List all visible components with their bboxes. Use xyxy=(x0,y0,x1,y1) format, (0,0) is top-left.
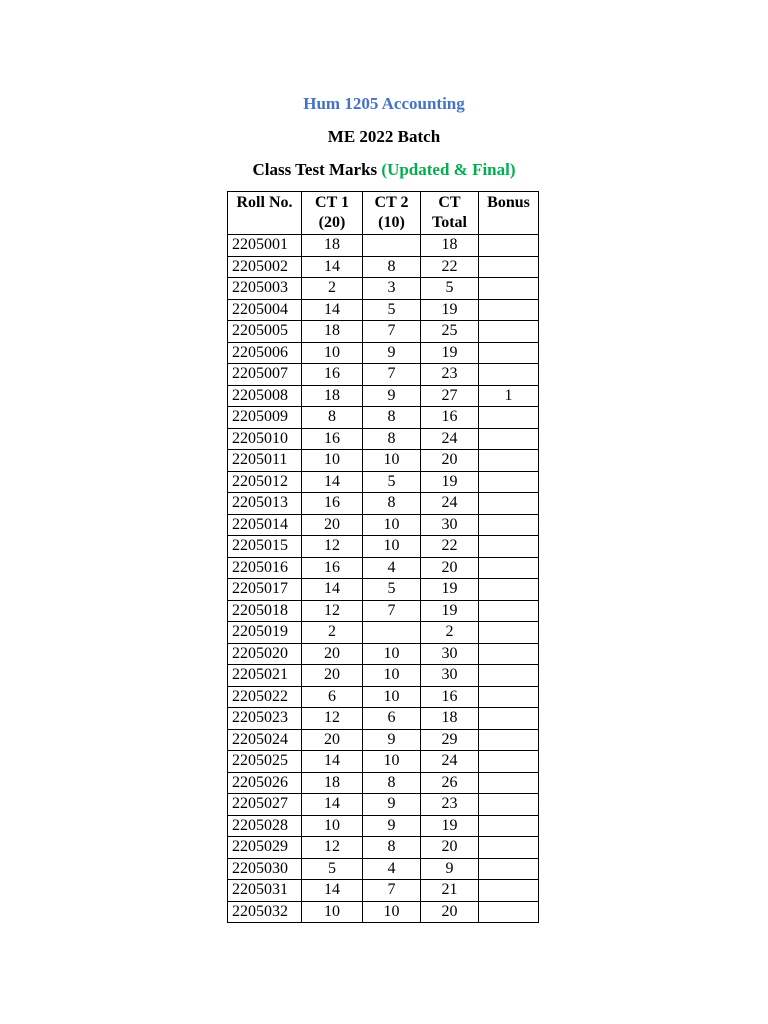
roll-cell: 2205024 xyxy=(228,729,302,751)
ct2-cell: 9 xyxy=(363,815,421,837)
bonus-cell xyxy=(479,665,539,687)
ct1-cell: 16 xyxy=(302,557,363,579)
marks-title xyxy=(0,160,768,180)
table-row xyxy=(228,536,539,558)
ct-total-cell: 23 xyxy=(421,794,479,816)
table-row xyxy=(228,235,539,257)
roll-cell: 2205019 xyxy=(228,622,302,644)
bonus-cell xyxy=(479,278,539,300)
roll-cell: 2205005 xyxy=(228,321,302,343)
table-row xyxy=(228,493,539,515)
ct1-cell: 14 xyxy=(302,880,363,902)
table-row xyxy=(228,858,539,880)
table-row xyxy=(228,622,539,644)
ct2-cell: 5 xyxy=(363,471,421,493)
bonus-cell xyxy=(479,686,539,708)
bonus-cell: 1 xyxy=(479,385,539,407)
table-row xyxy=(228,514,539,536)
ct2-cell: 10 xyxy=(363,665,421,687)
table-row xyxy=(228,299,539,321)
roll-cell: 2205012 xyxy=(228,471,302,493)
table-header-row xyxy=(228,192,539,235)
ct1-cell: 18 xyxy=(302,385,363,407)
ct2-cell: 6 xyxy=(363,708,421,730)
bonus-cell xyxy=(479,235,539,257)
ct2-cell: 10 xyxy=(363,686,421,708)
table-row xyxy=(228,450,539,472)
ct2-cell: 8 xyxy=(363,493,421,515)
bonus-cell xyxy=(479,880,539,902)
ct2-cell: 9 xyxy=(363,342,421,364)
table-row xyxy=(228,407,539,429)
ct-total-cell: 18 xyxy=(421,235,479,257)
roll-cell: 2205031 xyxy=(228,880,302,902)
bonus-cell xyxy=(479,428,539,450)
ct-total-cell: 20 xyxy=(421,557,479,579)
table-row xyxy=(228,342,539,364)
column-header-bonus: Bonus xyxy=(479,192,539,235)
roll-cell: 2205028 xyxy=(228,815,302,837)
bonus-cell xyxy=(479,901,539,923)
roll-cell: 2205018 xyxy=(228,600,302,622)
table-row xyxy=(228,557,539,579)
table-row xyxy=(228,385,539,407)
ct2-cell: 9 xyxy=(363,385,421,407)
bonus-cell xyxy=(479,815,539,837)
column-header-ct-total: CT Total xyxy=(421,192,479,235)
bonus-cell xyxy=(479,321,539,343)
table-row xyxy=(228,837,539,859)
table-row xyxy=(228,686,539,708)
roll-cell: 2205025 xyxy=(228,751,302,773)
ct1-cell: 12 xyxy=(302,600,363,622)
ct1-cell: 14 xyxy=(302,794,363,816)
ct-total-cell: 29 xyxy=(421,729,479,751)
ct1-cell: 18 xyxy=(302,772,363,794)
table-row xyxy=(228,794,539,816)
ct1-cell: 20 xyxy=(302,729,363,751)
ct-total-cell: 30 xyxy=(421,643,479,665)
ct-total-cell: 20 xyxy=(421,837,479,859)
bonus-cell xyxy=(479,794,539,816)
ct-total-cell: 5 xyxy=(421,278,479,300)
roll-cell: 2205009 xyxy=(228,407,302,429)
roll-cell: 2205003 xyxy=(228,278,302,300)
ct2-cell: 10 xyxy=(363,643,421,665)
ct2-cell: 9 xyxy=(363,794,421,816)
bonus-cell xyxy=(479,407,539,429)
bonus-cell xyxy=(479,600,539,622)
ct-total-cell: 16 xyxy=(421,686,479,708)
table-row xyxy=(228,751,539,773)
ct2-cell: 8 xyxy=(363,256,421,278)
ct2-cell: 8 xyxy=(363,407,421,429)
table-row xyxy=(228,579,539,601)
ct1-cell: 18 xyxy=(302,321,363,343)
ct1-cell: 8 xyxy=(302,407,363,429)
ct2-cell: 8 xyxy=(363,837,421,859)
ct1-cell: 10 xyxy=(302,901,363,923)
ct1-cell: 10 xyxy=(302,450,363,472)
table-row xyxy=(228,815,539,837)
ct1-cell: 16 xyxy=(302,364,363,386)
ct1-cell: 12 xyxy=(302,837,363,859)
roll-cell: 2205006 xyxy=(228,342,302,364)
bonus-cell xyxy=(479,837,539,859)
bonus-cell xyxy=(479,772,539,794)
ct2-cell xyxy=(363,235,421,257)
roll-cell: 2205026 xyxy=(228,772,302,794)
column-header-roll: Roll No. xyxy=(228,192,302,235)
bonus-cell xyxy=(479,751,539,773)
ct2-cell: 9 xyxy=(363,729,421,751)
ct1-cell: 20 xyxy=(302,643,363,665)
table-row xyxy=(228,364,539,386)
ct2-cell xyxy=(363,622,421,644)
roll-cell: 2205020 xyxy=(228,643,302,665)
ct-total-cell: 19 xyxy=(421,342,479,364)
ct2-cell: 8 xyxy=(363,428,421,450)
bonus-cell xyxy=(479,643,539,665)
ct-total-cell: 2 xyxy=(421,622,479,644)
ct1-cell: 2 xyxy=(302,278,363,300)
ct2-cell: 4 xyxy=(363,858,421,880)
ct-total-cell: 19 xyxy=(421,471,479,493)
table-row xyxy=(228,772,539,794)
roll-cell: 2205010 xyxy=(228,428,302,450)
ct-total-cell: 18 xyxy=(421,708,479,730)
table-row xyxy=(228,729,539,751)
ct-total-cell: 27 xyxy=(421,385,479,407)
ct1-cell: 12 xyxy=(302,708,363,730)
ct2-cell: 10 xyxy=(363,536,421,558)
roll-cell: 2205023 xyxy=(228,708,302,730)
table-row xyxy=(228,600,539,622)
roll-cell: 2205027 xyxy=(228,794,302,816)
ct-total-cell: 22 xyxy=(421,256,479,278)
roll-cell: 2205011 xyxy=(228,450,302,472)
ct-total-cell: 16 xyxy=(421,407,479,429)
bonus-cell xyxy=(479,450,539,472)
roll-cell: 2205016 xyxy=(228,557,302,579)
marks-title-text: Class Test Marks xyxy=(252,160,378,179)
ct-total-cell: 24 xyxy=(421,493,479,515)
ct1-cell: 20 xyxy=(302,665,363,687)
ct-total-cell: 30 xyxy=(421,514,479,536)
roll-cell: 2205021 xyxy=(228,665,302,687)
ct-total-cell: 24 xyxy=(421,751,479,773)
roll-cell: 2205002 xyxy=(228,256,302,278)
bonus-cell xyxy=(479,493,539,515)
ct-total-cell: 20 xyxy=(421,901,479,923)
ct2-cell: 7 xyxy=(363,364,421,386)
course-title: Hum 1205 Accounting xyxy=(303,94,465,113)
ct2-cell: 5 xyxy=(363,299,421,321)
ct2-cell: 10 xyxy=(363,751,421,773)
ct1-cell: 10 xyxy=(302,815,363,837)
ct2-cell: 7 xyxy=(363,600,421,622)
bonus-cell xyxy=(479,514,539,536)
table-row xyxy=(228,428,539,450)
column-header-ct1: CT 1 (20) xyxy=(302,192,363,235)
table-row xyxy=(228,665,539,687)
ct-total-cell: 19 xyxy=(421,815,479,837)
table-row xyxy=(228,321,539,343)
marks-table xyxy=(227,191,539,923)
bonus-cell xyxy=(479,557,539,579)
ct-total-cell: 22 xyxy=(421,536,479,558)
bonus-cell xyxy=(479,364,539,386)
ct-total-cell: 20 xyxy=(421,450,479,472)
ct1-cell: 14 xyxy=(302,299,363,321)
bonus-cell xyxy=(479,622,539,644)
bonus-cell xyxy=(479,536,539,558)
roll-cell: 2205022 xyxy=(228,686,302,708)
roll-cell: 2205030 xyxy=(228,858,302,880)
roll-cell: 2205007 xyxy=(228,364,302,386)
roll-cell: 2205008 xyxy=(228,385,302,407)
roll-cell: 2205013 xyxy=(228,493,302,515)
ct1-cell: 20 xyxy=(302,514,363,536)
table-row xyxy=(228,278,539,300)
ct2-cell: 4 xyxy=(363,557,421,579)
roll-cell: 2205029 xyxy=(228,837,302,859)
table-row xyxy=(228,880,539,902)
roll-cell: 2205004 xyxy=(228,299,302,321)
bonus-cell xyxy=(479,342,539,364)
table-row xyxy=(228,256,539,278)
ct2-cell: 7 xyxy=(363,880,421,902)
bonus-cell xyxy=(479,299,539,321)
ct1-cell: 14 xyxy=(302,751,363,773)
roll-cell: 2205017 xyxy=(228,579,302,601)
roll-cell: 2205015 xyxy=(228,536,302,558)
ct1-cell: 12 xyxy=(302,536,363,558)
ct2-cell: 10 xyxy=(363,450,421,472)
bonus-cell xyxy=(479,579,539,601)
ct1-cell: 18 xyxy=(302,235,363,257)
ct2-cell: 10 xyxy=(363,901,421,923)
ct-total-cell: 25 xyxy=(421,321,479,343)
bonus-cell xyxy=(479,471,539,493)
ct2-cell: 5 xyxy=(363,579,421,601)
bonus-cell xyxy=(479,256,539,278)
ct-total-cell: 24 xyxy=(421,428,479,450)
ct1-cell: 6 xyxy=(302,686,363,708)
roll-cell: 2205014 xyxy=(228,514,302,536)
batch-title: ME 2022 Batch xyxy=(327,127,441,146)
ct1-cell: 5 xyxy=(302,858,363,880)
status-label: (Updated & Final) xyxy=(381,160,516,179)
bonus-cell xyxy=(479,708,539,730)
table-row xyxy=(228,643,539,665)
table-row xyxy=(228,901,539,923)
table-row xyxy=(228,471,539,493)
ct-total-cell: 26 xyxy=(421,772,479,794)
table-row xyxy=(228,708,539,730)
ct-total-cell: 30 xyxy=(421,665,479,687)
bonus-cell xyxy=(479,858,539,880)
ct1-cell: 2 xyxy=(302,622,363,644)
ct1-cell: 10 xyxy=(302,342,363,364)
ct-total-cell: 21 xyxy=(421,880,479,902)
ct1-cell: 16 xyxy=(302,493,363,515)
ct1-cell: 16 xyxy=(302,428,363,450)
ct1-cell: 14 xyxy=(302,256,363,278)
roll-cell: 2205001 xyxy=(228,235,302,257)
ct2-cell: 3 xyxy=(363,278,421,300)
ct2-cell: 8 xyxy=(363,772,421,794)
ct1-cell: 14 xyxy=(302,471,363,493)
ct2-cell: 7 xyxy=(363,321,421,343)
ct-total-cell: 19 xyxy=(421,600,479,622)
ct2-cell: 10 xyxy=(363,514,421,536)
ct1-cell: 14 xyxy=(302,579,363,601)
bonus-cell xyxy=(479,729,539,751)
column-header-ct2: CT 2 (10) xyxy=(363,192,421,235)
roll-cell: 2205032 xyxy=(228,901,302,923)
ct-total-cell: 19 xyxy=(421,299,479,321)
ct-total-cell: 23 xyxy=(421,364,479,386)
ct-total-cell: 9 xyxy=(421,858,479,880)
ct-total-cell: 19 xyxy=(421,579,479,601)
